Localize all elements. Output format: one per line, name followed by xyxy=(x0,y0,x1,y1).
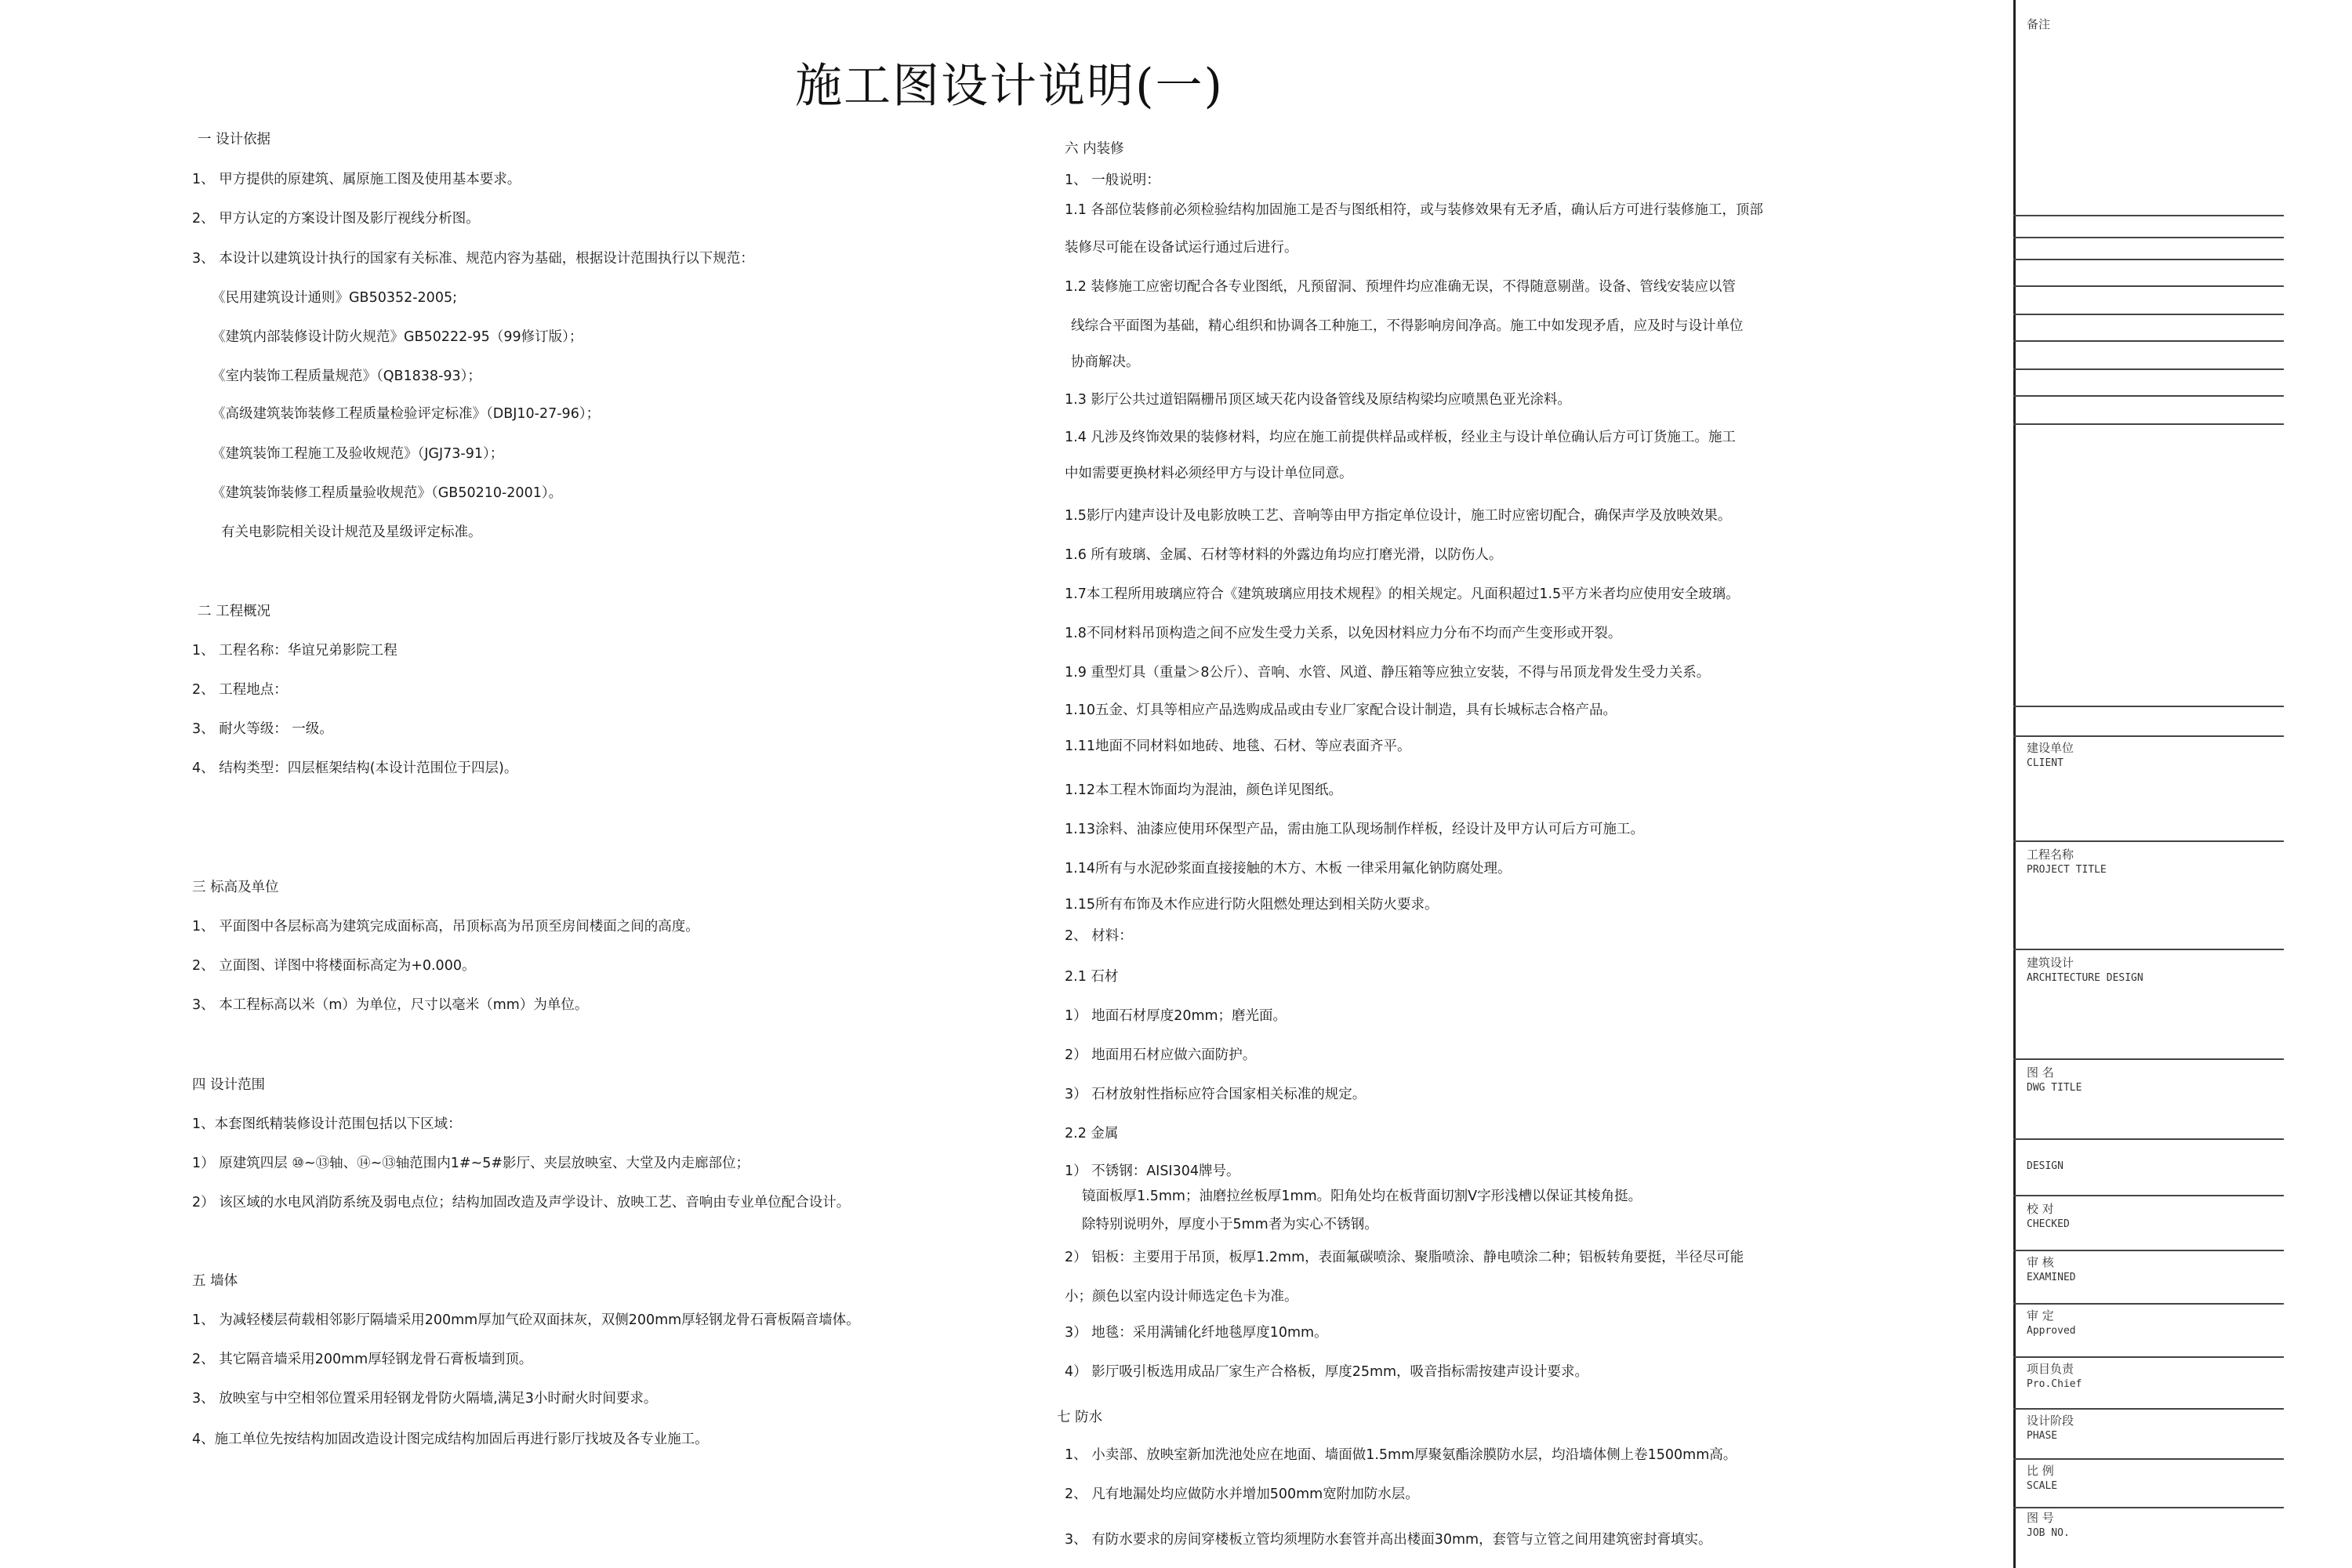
divider xyxy=(2013,840,2284,842)
divider xyxy=(2013,1250,2284,1251)
text-line: 《室内装饰工程质量规范》（QB1838-93）； xyxy=(212,368,481,384)
text-line: 4） 影厅吸引板选用成品厂家生产合格板，厚度25mm，吸音指标需按建声设计要求。 xyxy=(1065,1364,1589,1380)
field-scale: 比 例 SCALE xyxy=(2027,1464,2058,1492)
text-line: 1.9 重型灯具（重量＞8公斤）、音响、水管、风道、静压箱等应独立安装，不得与吊顶龙骨发生受力关系。 xyxy=(1065,665,1711,681)
text-line: 1.6 所有玻璃、金属、石材等材料的外露边角均应打磨光滑，以防伤人。 xyxy=(1065,547,1503,563)
text-line: 《建筑内部装修设计防火规范》GB50222-95（99修订版）； xyxy=(212,329,583,345)
text-line: 1.8不同材料吊顶构造之间不应发生受力关系，以免因材料应力分布不均而产生变形或开裂。 xyxy=(1065,626,1622,641)
field-dwg-title: 图 名 DWG TITLE xyxy=(2027,1065,2082,1094)
text-line: 2、 材料： xyxy=(1065,928,1133,944)
section-heading-basis: 一 设计依据 xyxy=(198,132,271,147)
notes-label: 备注 xyxy=(2027,17,2051,31)
text-line: 《建筑装饰工程施工及验收规范》（JGJ73-91）； xyxy=(212,446,504,462)
text-line: 1、 甲方提供的原建筑、属原施工图及使用基本要求。 xyxy=(192,172,521,187)
text-line: 2、 凡有地漏处均应做防水并增加500mm宽附加防水层。 xyxy=(1065,1486,1419,1502)
text-line: 1.15所有布饰及木作应进行防火阻燃处理达到相关防火要求。 xyxy=(1065,897,1439,913)
text-line: 2） 铝板：主要用于吊顶，板厚1.2mm，表面氟碳喷涂、聚脂喷涂、静电喷涂二种；铝板转角要挺，半径尽可能 xyxy=(1065,1250,1744,1265)
text-line: 《民用建筑设计通则》GB50352-2005; xyxy=(212,290,457,306)
field-checked: 校 对 CHECKED xyxy=(2027,1202,2070,1230)
divider xyxy=(2013,314,2284,315)
text-line: 1.5影厅内建声设计及电影放映工艺、音响等由甲方指定单位设计，施工时应密切配合，确保声学及放映效果。 xyxy=(1065,508,1732,524)
divider xyxy=(2013,1408,2284,1410)
text-line: 3） 地毯：采用满铺化纤地毯厚度10mm。 xyxy=(1065,1325,1328,1341)
divider xyxy=(2013,395,2284,397)
text-line: 1.10五金、灯具等相应产品选购成品或由专业厂家配合设计制造，具有长城标志合格产品。 xyxy=(1065,702,1617,718)
text-line: 除特别说明外，厚度小于5mm者为实心不锈钢。 xyxy=(1082,1217,1378,1232)
text-line: 2、 甲方认定的方案设计图及影厅视线分析图。 xyxy=(192,211,480,227)
field-project-title: 工程名称 PROJECT TITLE xyxy=(2027,848,2107,876)
divider xyxy=(2013,949,2284,950)
text-line: 1.11地面不同材料如地砖、地毯、石材、等应表面齐平。 xyxy=(1065,739,1411,754)
text-line: 1） 地面石材厚度20mm；磨光面。 xyxy=(1065,1008,1287,1024)
section-heading-waterproofing: 七 防水 xyxy=(1057,1410,1103,1425)
text-line: 1、 小卖部、放映室新加洗池处应在地面、墙面做1.5mm厚聚氨酯涂膜防水层，均沿墙体侧上卷1500mm高。 xyxy=(1065,1447,1737,1463)
text-line: 镜面板厚1.5mm；油磨拉丝板厚1mm。阳角处均在板背面切割V字形浅槽以保证其棱角挺。 xyxy=(1082,1189,1642,1204)
field-job-no: 图 号 JOB NO. xyxy=(2027,1511,2070,1539)
text-line: 1.7本工程所用玻璃应符合《建筑玻璃应用技术规程》的相关规定。凡面积超过1.5平方米者均应使用安全玻璃。 xyxy=(1065,586,1740,602)
divider xyxy=(2013,1356,2284,1358)
divider xyxy=(2013,340,2284,342)
subheading-metal: 2.2 金属 xyxy=(1065,1126,1119,1142)
text-line: 3、 本工程标高以米（m）为单位，尺寸以毫米（mm）为单位。 xyxy=(192,997,589,1013)
section-heading-walls: 五 墙体 xyxy=(192,1273,238,1289)
section-heading-elevation: 三 标高及单位 xyxy=(192,880,279,895)
section-heading-overview: 二 工程概况 xyxy=(198,604,271,619)
text-line: 小；颜色以室内设计师选定色卡为准。 xyxy=(1065,1289,1298,1305)
text-line: 装修尽可能在设备试运行通过后进行。 xyxy=(1065,240,1298,256)
divider xyxy=(2013,285,2284,287)
text-line: 1、本套图纸精装修设计范围包括以下区域： xyxy=(192,1116,462,1132)
field-architecture-design: 建筑设计 ARCHITECTURE DESIGN xyxy=(2027,956,2143,984)
title-block-border xyxy=(2013,0,2016,1568)
subheading-stone: 2.1 石材 xyxy=(1065,969,1119,985)
divider xyxy=(2013,259,2284,260)
text-line: 3、 放映室与中空相邻位置采用轻钢龙骨防火隔墙,满足3小时耐火时间要求。 xyxy=(192,1391,658,1406)
text-line: 2、 工程地点： xyxy=(192,682,288,698)
drawing-title: 施工图设计说明(一) xyxy=(795,59,1224,114)
text-line: 1、 平面图中各层标高为建筑完成面标高，吊顶标高为吊顶至房间楼面之间的高度。 xyxy=(192,919,699,935)
text-line: 4、施工单位先按结构加固改造设计图完成结构加固后再进行影厅找坡及各专业施工。 xyxy=(192,1432,709,1447)
text-line: 1、 一般说明： xyxy=(1065,172,1160,188)
section-heading-scope: 四 设计范围 xyxy=(192,1077,266,1093)
divider xyxy=(2013,1195,2284,1196)
field-examined: 审 核 EXAMINED xyxy=(2027,1255,2076,1283)
text-line: 3、 耐火等级： 一级。 xyxy=(192,721,333,737)
text-line: 1.14所有与水泥砂浆面直接接触的木方、木板 一律采用氟化钠防腐处理。 xyxy=(1065,861,1512,877)
divider xyxy=(2013,368,2284,370)
text-line: 1.12本工程木饰面均为混油，颜色详见图纸。 xyxy=(1065,782,1342,798)
divider xyxy=(2013,423,2284,425)
divider xyxy=(2013,1458,2284,1460)
divider xyxy=(2013,1303,2284,1305)
text-line: 1、 工程名称：华谊兄弟影院工程 xyxy=(192,643,397,659)
section-heading-interior: 六 内装修 xyxy=(1065,141,1124,157)
text-line: 《建筑装饰装修工程质量验收规范》（GB50210-2001）。 xyxy=(212,485,563,501)
field-design: DESIGN xyxy=(2027,1160,2063,1172)
divider xyxy=(2013,1058,2284,1060)
text-line: 3） 石材放射性指标应符合国家相关标准的规定。 xyxy=(1065,1087,1367,1102)
field-phase: 设计阶段 PHASE xyxy=(2027,1414,2074,1442)
text-line: 1） 原建筑四层 ⑩~⑬轴、⑭~⑬轴范围内1#~5#影厅、夹层放映室、大堂及内走廊部位； xyxy=(192,1156,750,1171)
field-pro-chief: 项目负责 Pro.Chief xyxy=(2027,1362,2082,1390)
text-line: 2、 立面图、详图中将楼面标高定为+0.000。 xyxy=(192,958,476,974)
text-line: 2） 该区域的水电风消防系统及弱电点位；结构加固改造及声学设计、放映工艺、音响由专业单位配合设计。 xyxy=(192,1195,851,1210)
divider xyxy=(2013,735,2284,737)
divider xyxy=(2013,215,2284,216)
field-client: 建设单位 CLIENT xyxy=(2027,741,2074,769)
text-line: 1.1 各部位装修前必须检验结构加固施工是否与图纸相符，或与装修效果有无矛盾，确认后方可进行装修施工，顶部 xyxy=(1065,202,1763,218)
divider xyxy=(2013,1138,2284,1140)
text-line: 1、 为减轻楼层荷载相邻影厅隔墙采用200mm厚加气砼双面抹灰，双侧200mm厚轻钢龙骨石膏板隔音墙体。 xyxy=(192,1312,860,1328)
divider xyxy=(2013,237,2284,238)
text-line: 1.2 装修施工应密切配合各专业图纸，凡预留洞、预埋件均应准确无误，不得随意剔凿。设备、管线安装应以管 xyxy=(1065,279,1736,295)
text-line: 3、 有防水要求的房间穿楼板立管均须埋防水套管并高出楼面30mm，套管与立管之间用建筑密封膏填实。 xyxy=(1065,1532,1712,1548)
text-line: 线综合平面图为基础，精心组织和协调各工种施工，不得影响房间净高。施工中如发现矛盾，应及时与设计单位 xyxy=(1071,318,1744,334)
field-approved: 审 定 Approved xyxy=(2027,1308,2076,1337)
text-line: 《高级建筑装饰装修工程质量检验评定标准》（DBJ10-27-96）； xyxy=(212,406,601,422)
text-line: 1） 不锈钢：AISI304牌号。 xyxy=(1065,1163,1240,1179)
text-line: 1.13涂料、油漆应使用环保型产品，需由施工队现场制作样板，经设计及甲方认可后方可施工。 xyxy=(1065,822,1644,837)
text-line: 协商解决。 xyxy=(1071,354,1140,370)
text-line: 1.3 影厅公共过道铝隔栅吊顶区域天花内设备管线及原结构梁均应喷黑色亚光涂料。 xyxy=(1065,392,1571,408)
divider xyxy=(2013,706,2284,707)
divider xyxy=(2013,1507,2284,1508)
text-line: 4、 结构类型：四层框架结构(本设计范围位于四层)。 xyxy=(192,760,518,776)
text-line: 有关电影院相关设计规范及星级评定标准。 xyxy=(221,524,482,540)
text-line: 2） 地面用石材应做六面防护。 xyxy=(1065,1047,1257,1063)
text-line: 1.4 凡涉及终饰效果的装修材料，均应在施工前提供样品或样板，经业主与设计单位确认后方可订货施工。施工 xyxy=(1065,430,1736,445)
text-line: 3、 本设计以建筑设计执行的国家有关标准、规范内容为基础，根据设计范围执行以下规范： xyxy=(192,251,754,267)
text-line: 2、 其它隔音墙采用200mm厚轻钢龙骨石膏板墙到顶。 xyxy=(192,1352,533,1367)
text-line: 中如需要更换材料必须经甲方与设计单位同意。 xyxy=(1065,466,1353,481)
